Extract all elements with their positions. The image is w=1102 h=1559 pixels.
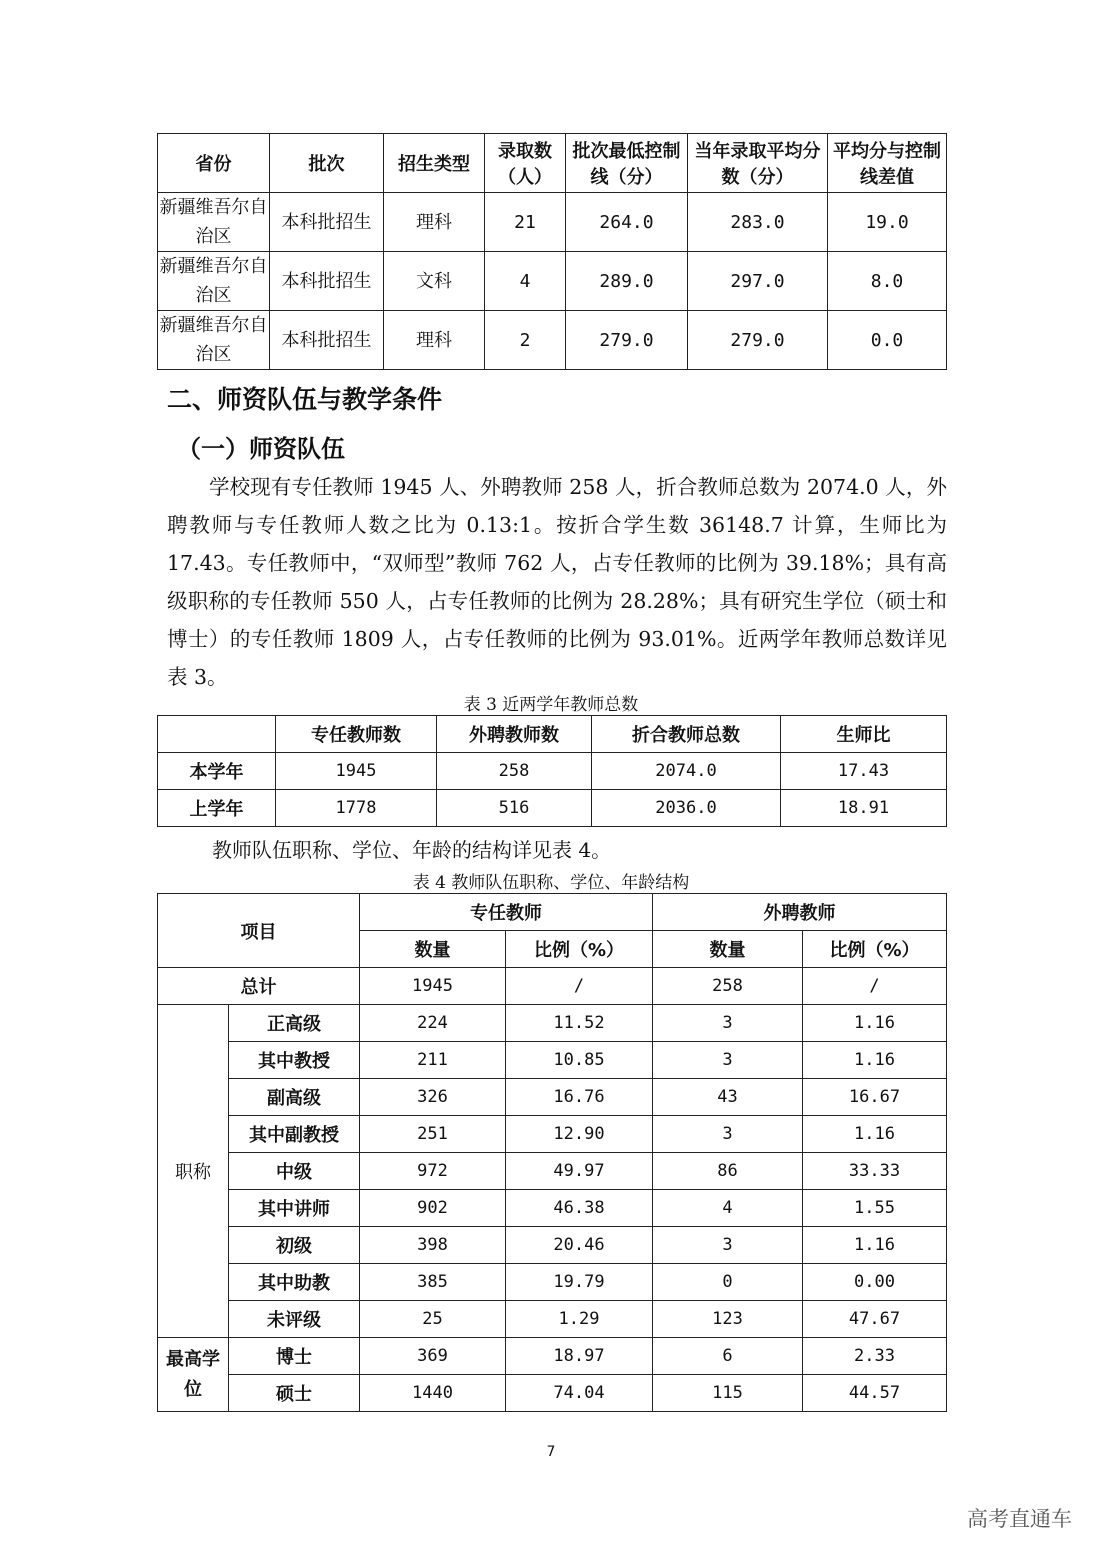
cell-ex-ratio: 1.16 — [803, 1042, 947, 1079]
header-ft-count: 数量 — [360, 931, 506, 968]
row-label: 中级 — [229, 1153, 360, 1190]
row-label: 上学年 — [158, 790, 276, 827]
cell-ex-count: 3 — [653, 1227, 803, 1264]
header-fulltime: 专任教师数 — [276, 716, 437, 753]
body-paragraph: 学校现有专任教师 1945 人、外聘教师 258 人，折合教师总数为 2074.0 人，外聘教师与专任教师人数之比为 0.13:1。按折合学生数 36148.7 计算，生师比为 17.43。专任教师中，“双师型”教师 762 人，占专任教师的比例为 39.18%；具有高级职称的专任教师 550 人，占专任教师的比例为 28.28%；具有研究生学位（硕士和博士）的专任教师 1809 人，占专任教师的比例为 93.01%。近两学年教师总数详见表 3。 — [167, 475, 947, 689]
row-label: 其中副教授 — [229, 1116, 360, 1153]
header-fulltime-group: 专任教师 — [360, 894, 653, 931]
cell-min-line: 279.0 — [566, 311, 688, 370]
title-group-label: 职称 — [158, 1005, 229, 1338]
cell-ft-count: 902 — [360, 1190, 506, 1227]
cell-type: 文科 — [384, 252, 485, 311]
cell-ex-count: 86 — [653, 1153, 803, 1190]
header-avg-score: 当年录取平均分数（分） — [688, 134, 828, 193]
cell-ft-count: 385 — [360, 1264, 506, 1301]
cell-ex-ratio: 33.33 — [803, 1153, 947, 1190]
cell-batch: 本科批招生 — [270, 311, 384, 370]
table-row — [158, 753, 947, 790]
cell-avg-score: 283.0 — [688, 193, 828, 252]
table-row — [158, 1338, 947, 1375]
cell-ft-ratio: 16.76 — [506, 1079, 653, 1116]
cell-ft-count: 251 — [360, 1116, 506, 1153]
row-label: 其中教授 — [229, 1042, 360, 1079]
cell-diff: 0.0 — [828, 311, 947, 370]
table-row — [158, 311, 947, 370]
header-admitted: 录取数（人） — [485, 134, 566, 193]
table-row — [158, 1227, 947, 1264]
header-item: 项目 — [158, 894, 360, 968]
cell-ex-ratio: 2.33 — [803, 1338, 947, 1375]
table-row — [158, 1301, 947, 1338]
table3-caption: 表 3 近两学年教师总数 — [463, 695, 639, 715]
cell-ex-count: 0 — [653, 1264, 803, 1301]
row-label: 其中助教 — [229, 1264, 360, 1301]
cell-ex-count: 3 — [653, 1116, 803, 1153]
table-row — [158, 1190, 947, 1227]
cell-ex-ratio: / — [803, 968, 947, 1005]
degree-group-label: 最高学位 — [158, 1338, 229, 1412]
header-ft-ratio: 比例（%） — [506, 931, 653, 968]
table-row — [158, 1042, 947, 1079]
header-equivalent: 折合教师总数 — [592, 716, 781, 753]
cell-ft-ratio: 11.52 — [506, 1005, 653, 1042]
cell-ft-count: 326 — [360, 1079, 506, 1116]
cell-ex-count: 123 — [653, 1301, 803, 1338]
cell-ft-count: 398 — [360, 1227, 506, 1264]
row-label: 副高级 — [229, 1079, 360, 1116]
header-ex-count: 数量 — [653, 931, 803, 968]
subsection-title: （一）师资队伍 — [177, 435, 345, 463]
table-row — [158, 193, 947, 252]
cell-equivalent: 2036.0 — [592, 790, 781, 827]
cell-ratio: 18.91 — [781, 790, 947, 827]
cell-admitted: 21 — [485, 193, 566, 252]
cell-ex-count: 43 — [653, 1079, 803, 1116]
cell-external: 516 — [437, 790, 592, 827]
table-header-row — [158, 716, 947, 753]
header-external: 外聘教师数 — [437, 716, 592, 753]
cell-ex-count: 115 — [653, 1375, 803, 1412]
cell-ex-count: 258 — [653, 968, 803, 1005]
row-label: 本学年 — [158, 753, 276, 790]
cell-ex-ratio: 1.16 — [803, 1005, 947, 1042]
cell-ft-ratio: 20.46 — [506, 1227, 653, 1264]
table-header-row — [158, 894, 947, 931]
table4-caption: 表 4 教师队伍职称、学位、年龄结构 — [412, 873, 690, 893]
cell-ex-ratio: 47.67 — [803, 1301, 947, 1338]
cell-admitted: 4 — [485, 252, 566, 311]
cell-avg-score: 297.0 — [688, 252, 828, 311]
cell-ex-count: 4 — [653, 1190, 803, 1227]
total-label: 总计 — [158, 968, 360, 1005]
page-number: 7 — [546, 1444, 556, 1460]
cell-ft-count: 1440 — [360, 1375, 506, 1412]
cell-ex-ratio: 44.57 — [803, 1375, 947, 1412]
row-label: 初级 — [229, 1227, 360, 1264]
cell-fulltime: 1778 — [276, 790, 437, 827]
cell-ft-ratio: 12.90 — [506, 1116, 653, 1153]
header-diff: 平均分与控制线差值 — [828, 134, 947, 193]
cell-ft-ratio: / — [506, 968, 653, 1005]
table-row — [158, 1153, 947, 1190]
cell-ft-count: 972 — [360, 1153, 506, 1190]
cell-ex-ratio: 0.00 — [803, 1264, 947, 1301]
cell-avg-score: 279.0 — [688, 311, 828, 370]
header-type: 招生类型 — [384, 134, 485, 193]
cell-province: 新疆维吾尔自治区 — [158, 252, 270, 311]
table-row — [158, 1079, 947, 1116]
table-row — [158, 1116, 947, 1153]
cell-ex-ratio: 16.67 — [803, 1079, 947, 1116]
cell-ft-count: 224 — [360, 1005, 506, 1042]
cell-external: 258 — [437, 753, 592, 790]
row-label: 博士 — [229, 1338, 360, 1375]
cell-fulltime: 1945 — [276, 753, 437, 790]
cell-ft-ratio: 1.29 — [506, 1301, 653, 1338]
cell-ft-count: 1945 — [360, 968, 506, 1005]
teacher-total-table — [157, 715, 947, 827]
header-province: 省份 — [158, 134, 270, 193]
cell-type: 理科 — [384, 193, 485, 252]
cell-diff: 19.0 — [828, 193, 947, 252]
admission-table — [157, 133, 947, 370]
cell-ft-ratio: 49.97 — [506, 1153, 653, 1190]
cell-min-line: 264.0 — [566, 193, 688, 252]
cell-ex-ratio: 1.16 — [803, 1227, 947, 1264]
row-label: 硕士 — [229, 1375, 360, 1412]
cell-ft-ratio: 19.79 — [506, 1264, 653, 1301]
table-row-total — [158, 968, 947, 1005]
cell-admitted: 2 — [485, 311, 566, 370]
cell-ratio: 17.43 — [781, 753, 947, 790]
cell-ft-count: 25 — [360, 1301, 506, 1338]
cell-ex-count: 3 — [653, 1042, 803, 1079]
cell-province: 新疆维吾尔自治区 — [158, 193, 270, 252]
cell-ft-count: 369 — [360, 1338, 506, 1375]
teacher-structure-table — [157, 893, 947, 1412]
table-header-row — [158, 134, 947, 193]
cell-province: 新疆维吾尔自治区 — [158, 311, 270, 370]
header-blank — [158, 716, 276, 753]
table-row — [158, 252, 947, 311]
row-label: 未评级 — [229, 1301, 360, 1338]
cell-ft-ratio: 10.85 — [506, 1042, 653, 1079]
cell-ft-count: 211 — [360, 1042, 506, 1079]
cell-type: 理科 — [384, 311, 485, 370]
table-row — [158, 1375, 947, 1412]
row-label: 正高级 — [229, 1005, 360, 1042]
row-label: 其中讲师 — [229, 1190, 360, 1227]
cell-ex-ratio: 1.55 — [803, 1190, 947, 1227]
cell-ex-count: 3 — [653, 1005, 803, 1042]
watermark-text: 高考直通车 — [967, 1507, 1072, 1531]
header-batch: 批次 — [270, 134, 384, 193]
table-row — [158, 790, 947, 827]
cell-min-line: 289.0 — [566, 252, 688, 311]
table-row — [158, 1264, 947, 1301]
cell-ft-ratio: 46.38 — [506, 1190, 653, 1227]
cell-ft-ratio: 18.97 — [506, 1338, 653, 1375]
cell-ft-ratio: 74.04 — [506, 1375, 653, 1412]
cell-equivalent: 2074.0 — [592, 753, 781, 790]
header-ratio: 生师比 — [781, 716, 947, 753]
header-external-group: 外聘教师 — [653, 894, 947, 931]
cell-diff: 8.0 — [828, 252, 947, 311]
section-title: 二、师资队伍与教学条件 — [167, 385, 443, 414]
cell-ex-count: 6 — [653, 1338, 803, 1375]
header-min-line: 批次最低控制线（分） — [566, 134, 688, 193]
table-row — [158, 1005, 947, 1042]
cell-ex-ratio: 1.16 — [803, 1116, 947, 1153]
cell-batch: 本科批招生 — [270, 193, 384, 252]
cell-batch: 本科批招生 — [270, 252, 384, 311]
header-ex-ratio: 比例（%） — [803, 931, 947, 968]
body-paragraph-2: 教师队伍职称、学位、年龄的结构详见表 4。 — [212, 838, 612, 862]
